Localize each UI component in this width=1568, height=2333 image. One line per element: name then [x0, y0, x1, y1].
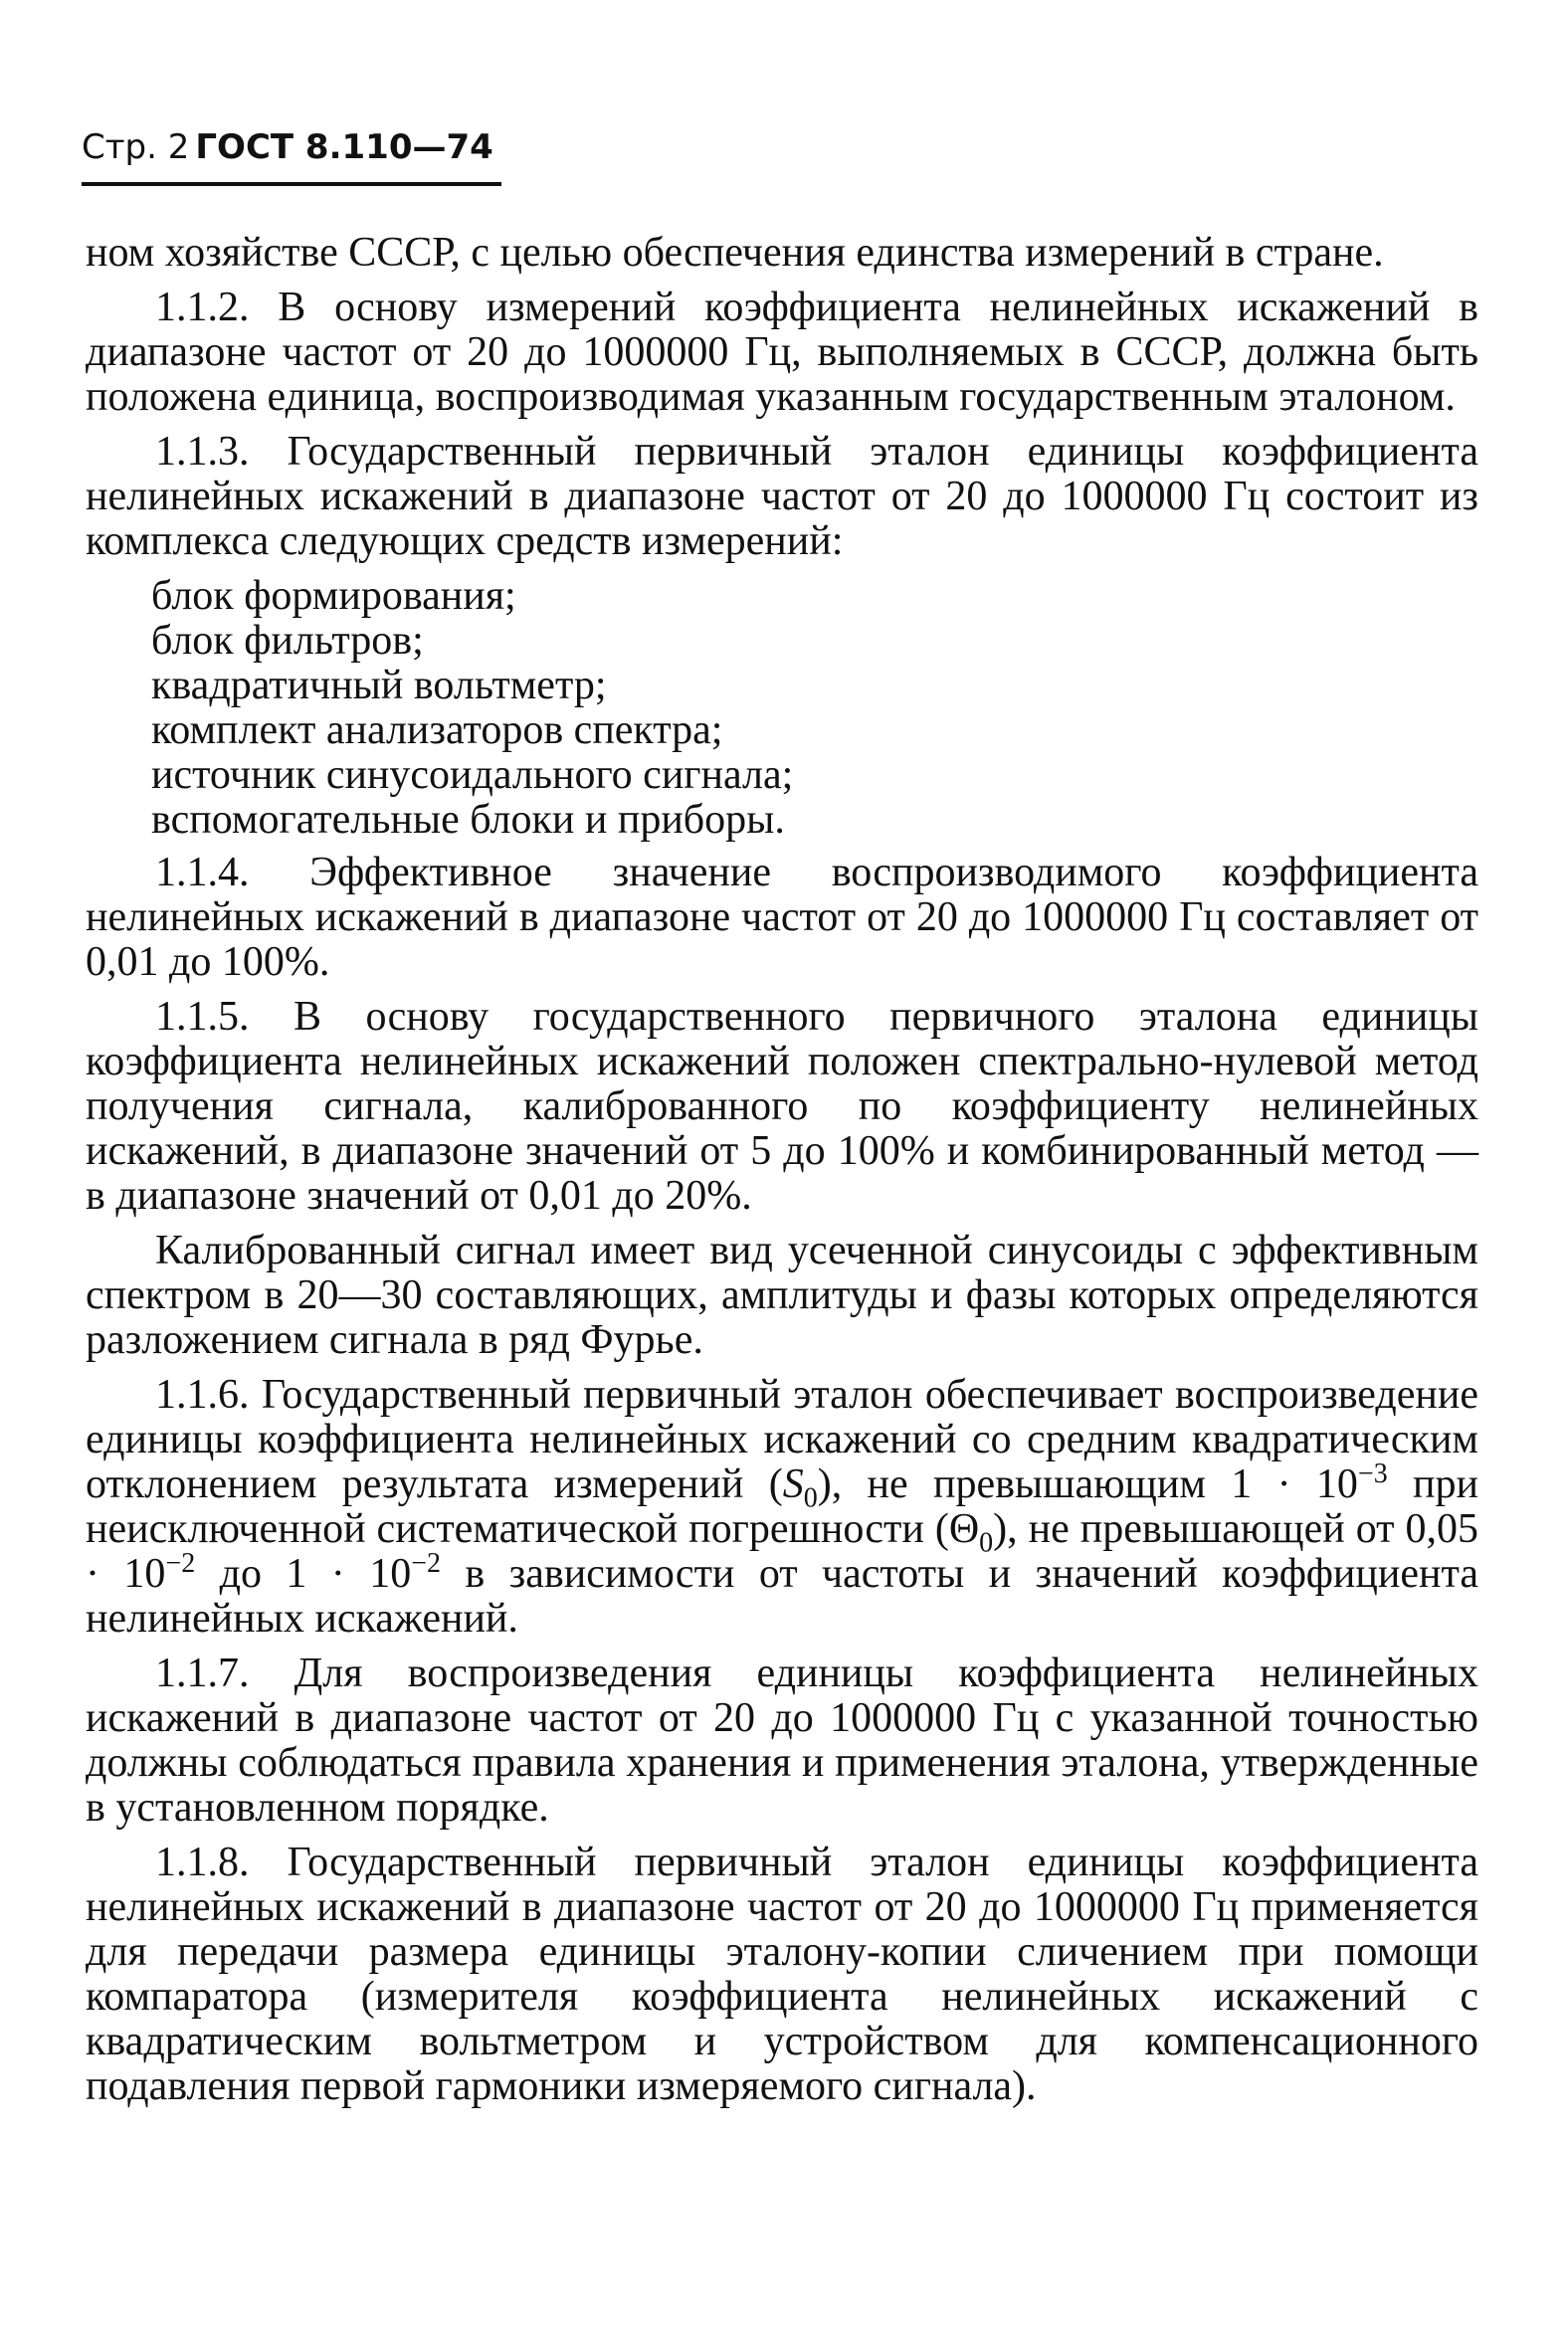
paragraph-1-1-5: 1.1.5. В основу государственного первичного эталона единицы коэффициента нелинейных искажений положен спектрально-нулевой метод получения сигнала, калиброванного по коэффициенту нелинейных искажений, в диапазоне значений от 5 до 100% и комбинированный метод — в диапазоне значений от 0,01 до 20%.: [86, 994, 1478, 1219]
p116-part-e: до 1 · 10: [195, 1551, 412, 1597]
paragraph-continuation: ном хозяйстве СССР, с целью обеспечения единства измерений в стране.: [86, 230, 1384, 276]
exponent-3: −2: [411, 1548, 441, 1579]
symbol-s: S: [782, 1461, 804, 1507]
list-item: комплект анализаторов спектра;: [151, 707, 723, 753]
paragraph-1-1-6: [86, 1373, 1478, 1642]
theta-subscript: 0: [979, 1527, 994, 1559]
list-item: блок фильтров;: [151, 618, 424, 664]
exponent-1: −3: [1357, 1458, 1388, 1489]
header-divider: [82, 182, 501, 186]
p116-part-c: при неисключенной систематической погрешности (Θ: [86, 1461, 1479, 1552]
p116-part-a: 1.1.6. Государственный первичный эталон обеспечивает воспроизведение единицы коэффициента нелинейных искажений со средним квадратическим отклонением результата измерений (: [86, 1372, 1478, 1507]
exponent-2: −2: [165, 1548, 196, 1579]
equipment-list: [86, 574, 1478, 843]
list-item: квадратичный вольтметр;: [151, 663, 607, 708]
p116-part-b: ), не превышающим 1 · 10: [817, 1461, 1358, 1507]
list-item: источник синусоидального сигнала;: [151, 752, 794, 798]
page-number: Стр. 2: [82, 127, 190, 167]
paragraph-1-1-5-continued: Калиброванный сигнал имеет вид усеченной синусоиды с эффективным спектром в 20—30 составляющих, амплитуды и фазы которых определяются разложением сигнала в ряд Фурье.: [86, 1228, 1478, 1363]
symbol-s-subscript: 0: [803, 1482, 818, 1514]
paragraph-1-1-8: 1.1.8. Государственный первичный эталон единицы коэффициента нелинейных искажений в диапазоне частот от 20 до 1000000 Гц применяется для передачи размера единицы эталону-копии сличением при помощи компаратора (измерителя коэффициента нелинейных искажений с квадратическим вольтметром и устройством для компенсационного подавления первой гармоники измеряемого сигнала).: [86, 1840, 1478, 2109]
p116-part-f: в зависимости от частоты и значений коэффициента нелинейных искажений.: [86, 1551, 1478, 1642]
page-header: [82, 127, 499, 167]
paragraph-1-1-3: 1.1.3. Государственный первичный эталон единицы коэффициента нелинейных искажений в диапазоне частот от 20 до 1000000 Гц состоит из комплекса следующих средств измерений:: [86, 429, 1478, 564]
standard-code: ГОСТ 8.110—74: [195, 127, 493, 167]
p116-part-d: ), не превышающей от 0,05 · 10: [86, 1506, 1478, 1597]
document-body: [86, 231, 1478, 2119]
paragraph-1-1-7: 1.1.7. Для воспроизведения единицы коэффициента нелинейных искажений в диапазоне частот от 20 до 1000000 Гц с указанной точностью должны соблюдаться правила хранения и применения эталона, утвержденные в установленном порядке.: [86, 1651, 1478, 1831]
paragraph-1-1-2: 1.1.2. В основу измерений коэффициента нелинейных искажений в диапазоне частот от 20 до 1000000 Гц, выполняемых в СССР, должна быть положена единица, воспроизводимая указанным государственным эталоном.: [86, 285, 1478, 420]
list-item: блок формирования;: [151, 573, 516, 619]
paragraph-1-1-4: 1.1.4. Эффективное значение воспроизводимого коэффициента нелинейных искажений в диапазоне частот от 20 до 1000000 Гц составляет от 0,01 до 100%.: [86, 850, 1478, 985]
list-item: вспомогательные блоки и приборы.: [151, 797, 785, 843]
